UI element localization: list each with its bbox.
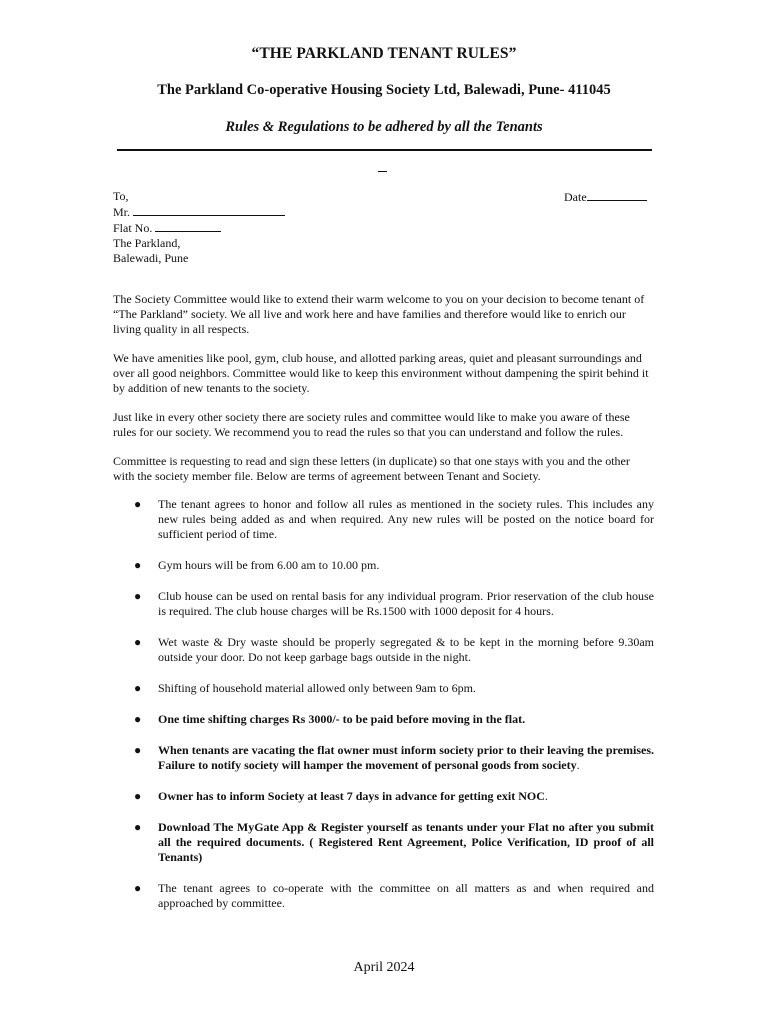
rule-text: When tenants are vacating the flat owner must inform society prior to their leaving the premises. Failure to notify society will hamper the movement of personal goods from society bbox=[158, 743, 654, 772]
bullet-icon: ● bbox=[134, 635, 142, 649]
rule-item bbox=[113, 712, 654, 727]
rule-item bbox=[113, 635, 654, 665]
address-flat-line bbox=[113, 220, 285, 236]
rule-text: Shifting of household material allowed only between 9am to 6pm. bbox=[158, 681, 476, 695]
rule-text: Owner has to inform Society at least 7 days in advance for getting exit NOC bbox=[158, 789, 545, 803]
bullet-icon: ● bbox=[134, 743, 142, 757]
rule-text: Club house can be used on rental basis for any individual program. Prior reservation of the club house is required. The club house charges will be Rs.1500 with 1000 deposit for 4 hours. bbox=[158, 589, 654, 618]
bullet-icon: ● bbox=[134, 558, 142, 572]
society-name: The Parkland Co-operative Housing Society Ltd, Balewadi, Pune- 411045 bbox=[157, 82, 611, 98]
footer-date: April 2024 bbox=[353, 960, 415, 975]
bullet-icon: ● bbox=[134, 681, 142, 695]
rule-item bbox=[113, 820, 654, 865]
rule-item bbox=[113, 497, 654, 542]
rule-item bbox=[113, 558, 654, 573]
letter-body bbox=[113, 292, 654, 911]
address-to: To, bbox=[113, 189, 129, 203]
rule-text: Gym hours will be from 6.00 am to 10.00 pm. bbox=[158, 558, 380, 572]
rule-item bbox=[113, 681, 654, 696]
rule-text-wrap bbox=[158, 789, 654, 804]
bullet-icon: ● bbox=[134, 497, 142, 511]
rule-trailing-period: . bbox=[544, 789, 548, 803]
rule-text: One time shifting charges Rs 3000/- to be paid before moving in the flat. bbox=[158, 712, 526, 726]
bullet-icon: ● bbox=[134, 820, 142, 834]
rule-text: Wet waste & Dry waste should be properly segregated & to be kept in the morning before 9.30am outside your door. Do not keep garbage bags outside in the night. bbox=[158, 635, 654, 664]
rules-list bbox=[113, 497, 654, 911]
bullet-icon: ● bbox=[134, 589, 142, 603]
intro-paragraph-4: Committee is requesting to read and sign these letters (in duplicate) so that one stays with you and the other with the society member file. Below are terms of agreement between Tenant and Society. bbox=[113, 454, 630, 483]
date-line bbox=[564, 189, 647, 205]
bullet-icon: ● bbox=[134, 881, 142, 895]
bullet-icon: ● bbox=[134, 712, 142, 726]
document-tagline: Rules & Regulations to be adhered by all the Tenants bbox=[225, 119, 543, 135]
rule-item bbox=[113, 743, 654, 773]
address-place: The Parkland, bbox=[113, 236, 181, 250]
rule-text: The tenant agrees to honor and follow all rules as mentioned in the society rules. This includes any new rules being added as and when required. Any new rules will be posted on the notice board for sufficient period of time. bbox=[158, 497, 654, 541]
intro-paragraph-3: Just like in every other society there are society rules and committee would like to make you aware of these rules for our society. We recommend you to read the rules so that you can understand and follow the rules. bbox=[113, 410, 630, 439]
address-mr-label: Mr. bbox=[113, 205, 131, 219]
rule-item bbox=[113, 789, 654, 804]
intro-paragraph-2: We have amenities like pool, gym, club house, and allotted parking areas, quiet and pleasant surroundings and over all good neighbors. Committee would like to keep this environment without dampening the spirit behind it by addition of new tenants to the society. bbox=[113, 351, 649, 395]
mr-blank-field bbox=[133, 204, 285, 216]
document-title: “THE PARKLAND TENANT RULES” bbox=[251, 45, 517, 62]
rule-item bbox=[113, 589, 654, 619]
address-block bbox=[113, 189, 285, 266]
rule-trailing-period: . bbox=[576, 758, 580, 772]
date-blank-field bbox=[587, 189, 647, 201]
rule-text: Download The MyGate App & Register yourself as tenants under your Flat no after you submit all the required documents. ( Registered Rent Agreement, Police Verification, ID proof of all Tenants) bbox=[158, 820, 654, 864]
address-mr-line bbox=[113, 204, 285, 220]
rule-text: The tenant agrees to co-operate with the committee on all matters as and when required and approached by committee. bbox=[158, 881, 654, 910]
rule-item bbox=[113, 881, 654, 911]
intro-paragraph-1: The Society Committee would like to extend their warm welcome to you on your decision to become tenant of “The Parkland” society. We all live and work here and have families and therefore would like to enrich our living quality in all respects. bbox=[113, 292, 645, 336]
address-city: Balewadi, Pune bbox=[113, 251, 189, 265]
rule-text-wrap bbox=[158, 743, 654, 773]
flat-blank-field bbox=[155, 220, 221, 232]
header-divider bbox=[117, 149, 652, 151]
date-label: Date bbox=[564, 190, 587, 204]
header-dash bbox=[378, 171, 387, 172]
bullet-icon: ● bbox=[134, 789, 142, 803]
address-flat-label: Flat No. bbox=[113, 221, 153, 235]
